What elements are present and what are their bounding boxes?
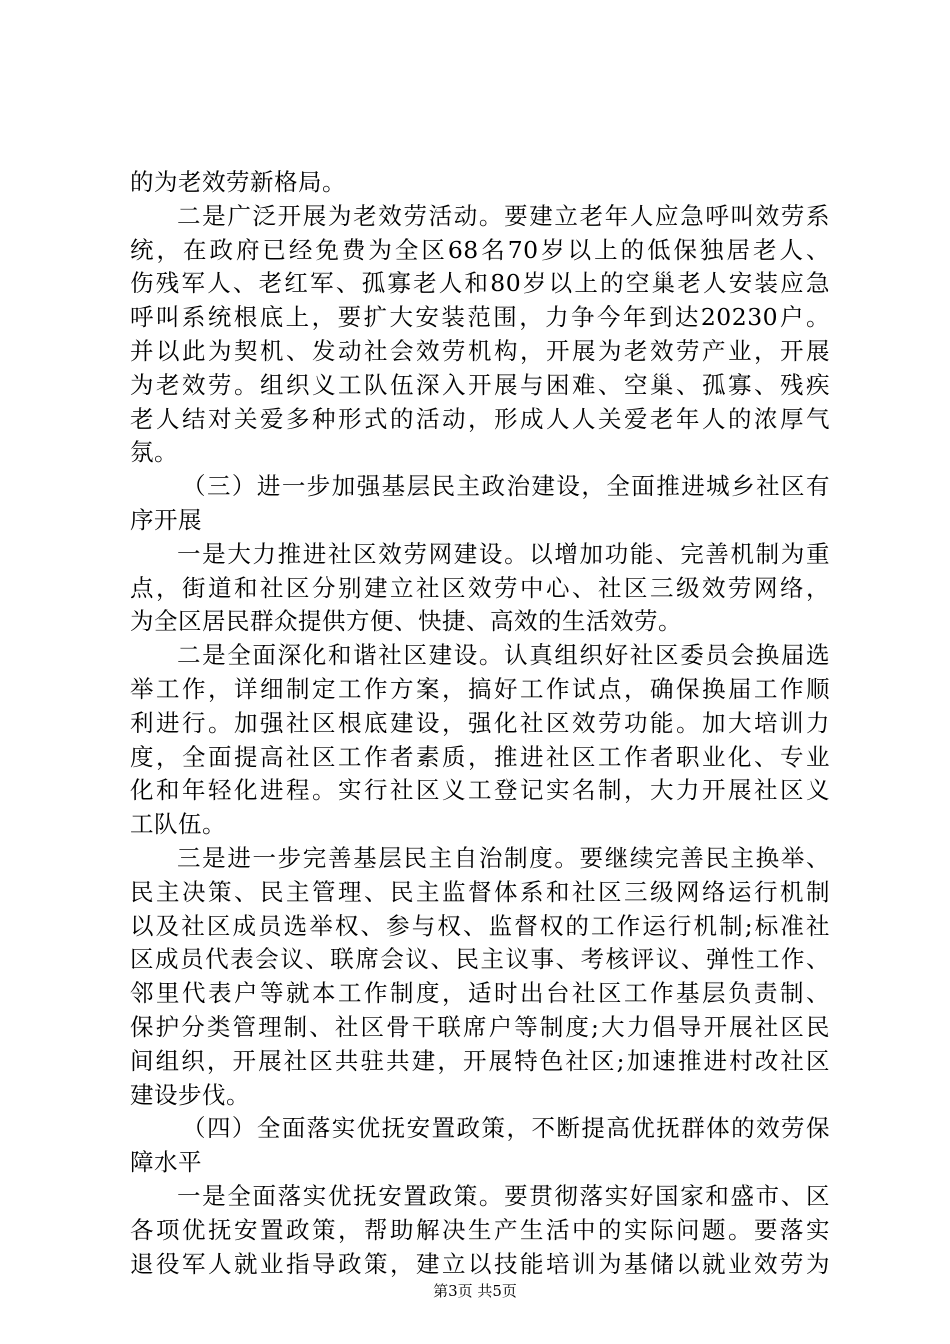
document-body <box>130 166 830 1281</box>
page-footer: 第3页 共5页 <box>433 1282 517 1300</box>
text-line: 呼叫系统根底上，要扩大安装范围，力争今年到达20230户。 <box>130 303 830 332</box>
paragraph <box>130 200 830 470</box>
section-heading <box>130 1112 830 1180</box>
text-line: 为老效劳。组织义工队伍深入开展与困难、空巢、孤寡、残疾 <box>130 370 830 399</box>
text-line: 的为老效劳新格局。 <box>130 168 346 196</box>
paragraph <box>130 639 830 842</box>
text-line: 邻里代表户等就本工作制度，适时出台社区工作基层负责制、 <box>130 979 830 1008</box>
text-line: 工队伍。 <box>130 810 226 839</box>
text-line: 间组织，开展社区共驻共建，开展特色社区;加速推进村改社区 <box>130 1046 830 1075</box>
text-line: （三）进一步加强基层民主政治建设，全面推进城乡社区有 <box>182 472 830 501</box>
text-line: 区成员代表会议、联席会议、民主议事、考核评议、弹性工作、 <box>130 945 830 974</box>
text-line: 二是全面深化和谐社区建设。认真组织好社区委员会换届选 <box>177 641 830 670</box>
text-line: 老人结对关爱多种形式的活动，形成人人关爱老年人的浓厚气 <box>130 404 830 433</box>
section-heading <box>130 470 830 538</box>
text-line: 一是大力推进社区效劳网建设。以增加功能、完善机制为重 <box>177 539 830 568</box>
text-line: 度，全面提高社区工作者素质，推进社区工作者职业化、专业 <box>130 742 830 771</box>
text-line: 伤残军人、老红军、孤寡老人和80岁以上的空巢老人安装应急 <box>130 269 830 298</box>
text-line: 点，街道和社区分别建立社区效劳中心、社区三级效劳网络， <box>130 573 830 602</box>
text-line: 序开展 <box>130 505 202 534</box>
text-line: 举工作，详细制定工作方案，搞好工作试点，确保换届工作顺 <box>130 674 830 703</box>
text-line: 氛。 <box>130 438 178 467</box>
text-line: 障水平 <box>130 1148 202 1177</box>
paragraph <box>130 538 830 639</box>
text-line: 统，在政府已经免费为全区68名70岁以上的低保独居老人、 <box>130 235 830 264</box>
text-line: 二是广泛开展为老效劳活动。要建立老年人应急呼叫效劳系 <box>177 201 830 230</box>
text-line: 利进行。加强社区根底建设，强化社区效劳功能。加大培训力 <box>130 708 830 737</box>
text-line: （四）全面落实优抚安置政策，不断提高优抚群体的效劳保 <box>182 1114 830 1143</box>
text-line: 民主决策、民主管理、民主监督体系和社区三级网络运行机制 <box>130 877 830 906</box>
text-line: 保护分类管理制、社区骨干联席户等制度;大力倡导开展社区民 <box>130 1012 830 1041</box>
paragraph <box>130 1180 830 1281</box>
paragraph <box>130 166 830 200</box>
text-line: 各项优抚安置政策，帮助解决生产生活中的实际问题。要落实 <box>130 1215 830 1244</box>
text-line: 退役军人就业指导政策，建立以技能培训为基储以就业效劳为 <box>130 1249 830 1278</box>
text-line: 为全区居民群众提供方便、快捷、高效的生活效劳。 <box>130 607 682 636</box>
text-line: 并以此为契机、发动社会效劳机构，开展为老效劳产业，开展 <box>130 336 830 365</box>
text-line: 以及社区成员选举权、参与权、监督权的工作运行机制;标准社 <box>130 911 830 940</box>
text-line: 三是进一步完善基层民主自治制度。要继续完善民主换举、 <box>177 843 830 872</box>
text-line: 建设步伐。 <box>130 1080 250 1109</box>
text-line: 一是全面落实优抚安置政策。要贯彻落实好国家和盛市、区 <box>177 1181 830 1210</box>
paragraph <box>130 842 830 1112</box>
text-line: 化和年轻化进程。实行社区义工登记实名制，大力开展社区义 <box>130 776 830 805</box>
